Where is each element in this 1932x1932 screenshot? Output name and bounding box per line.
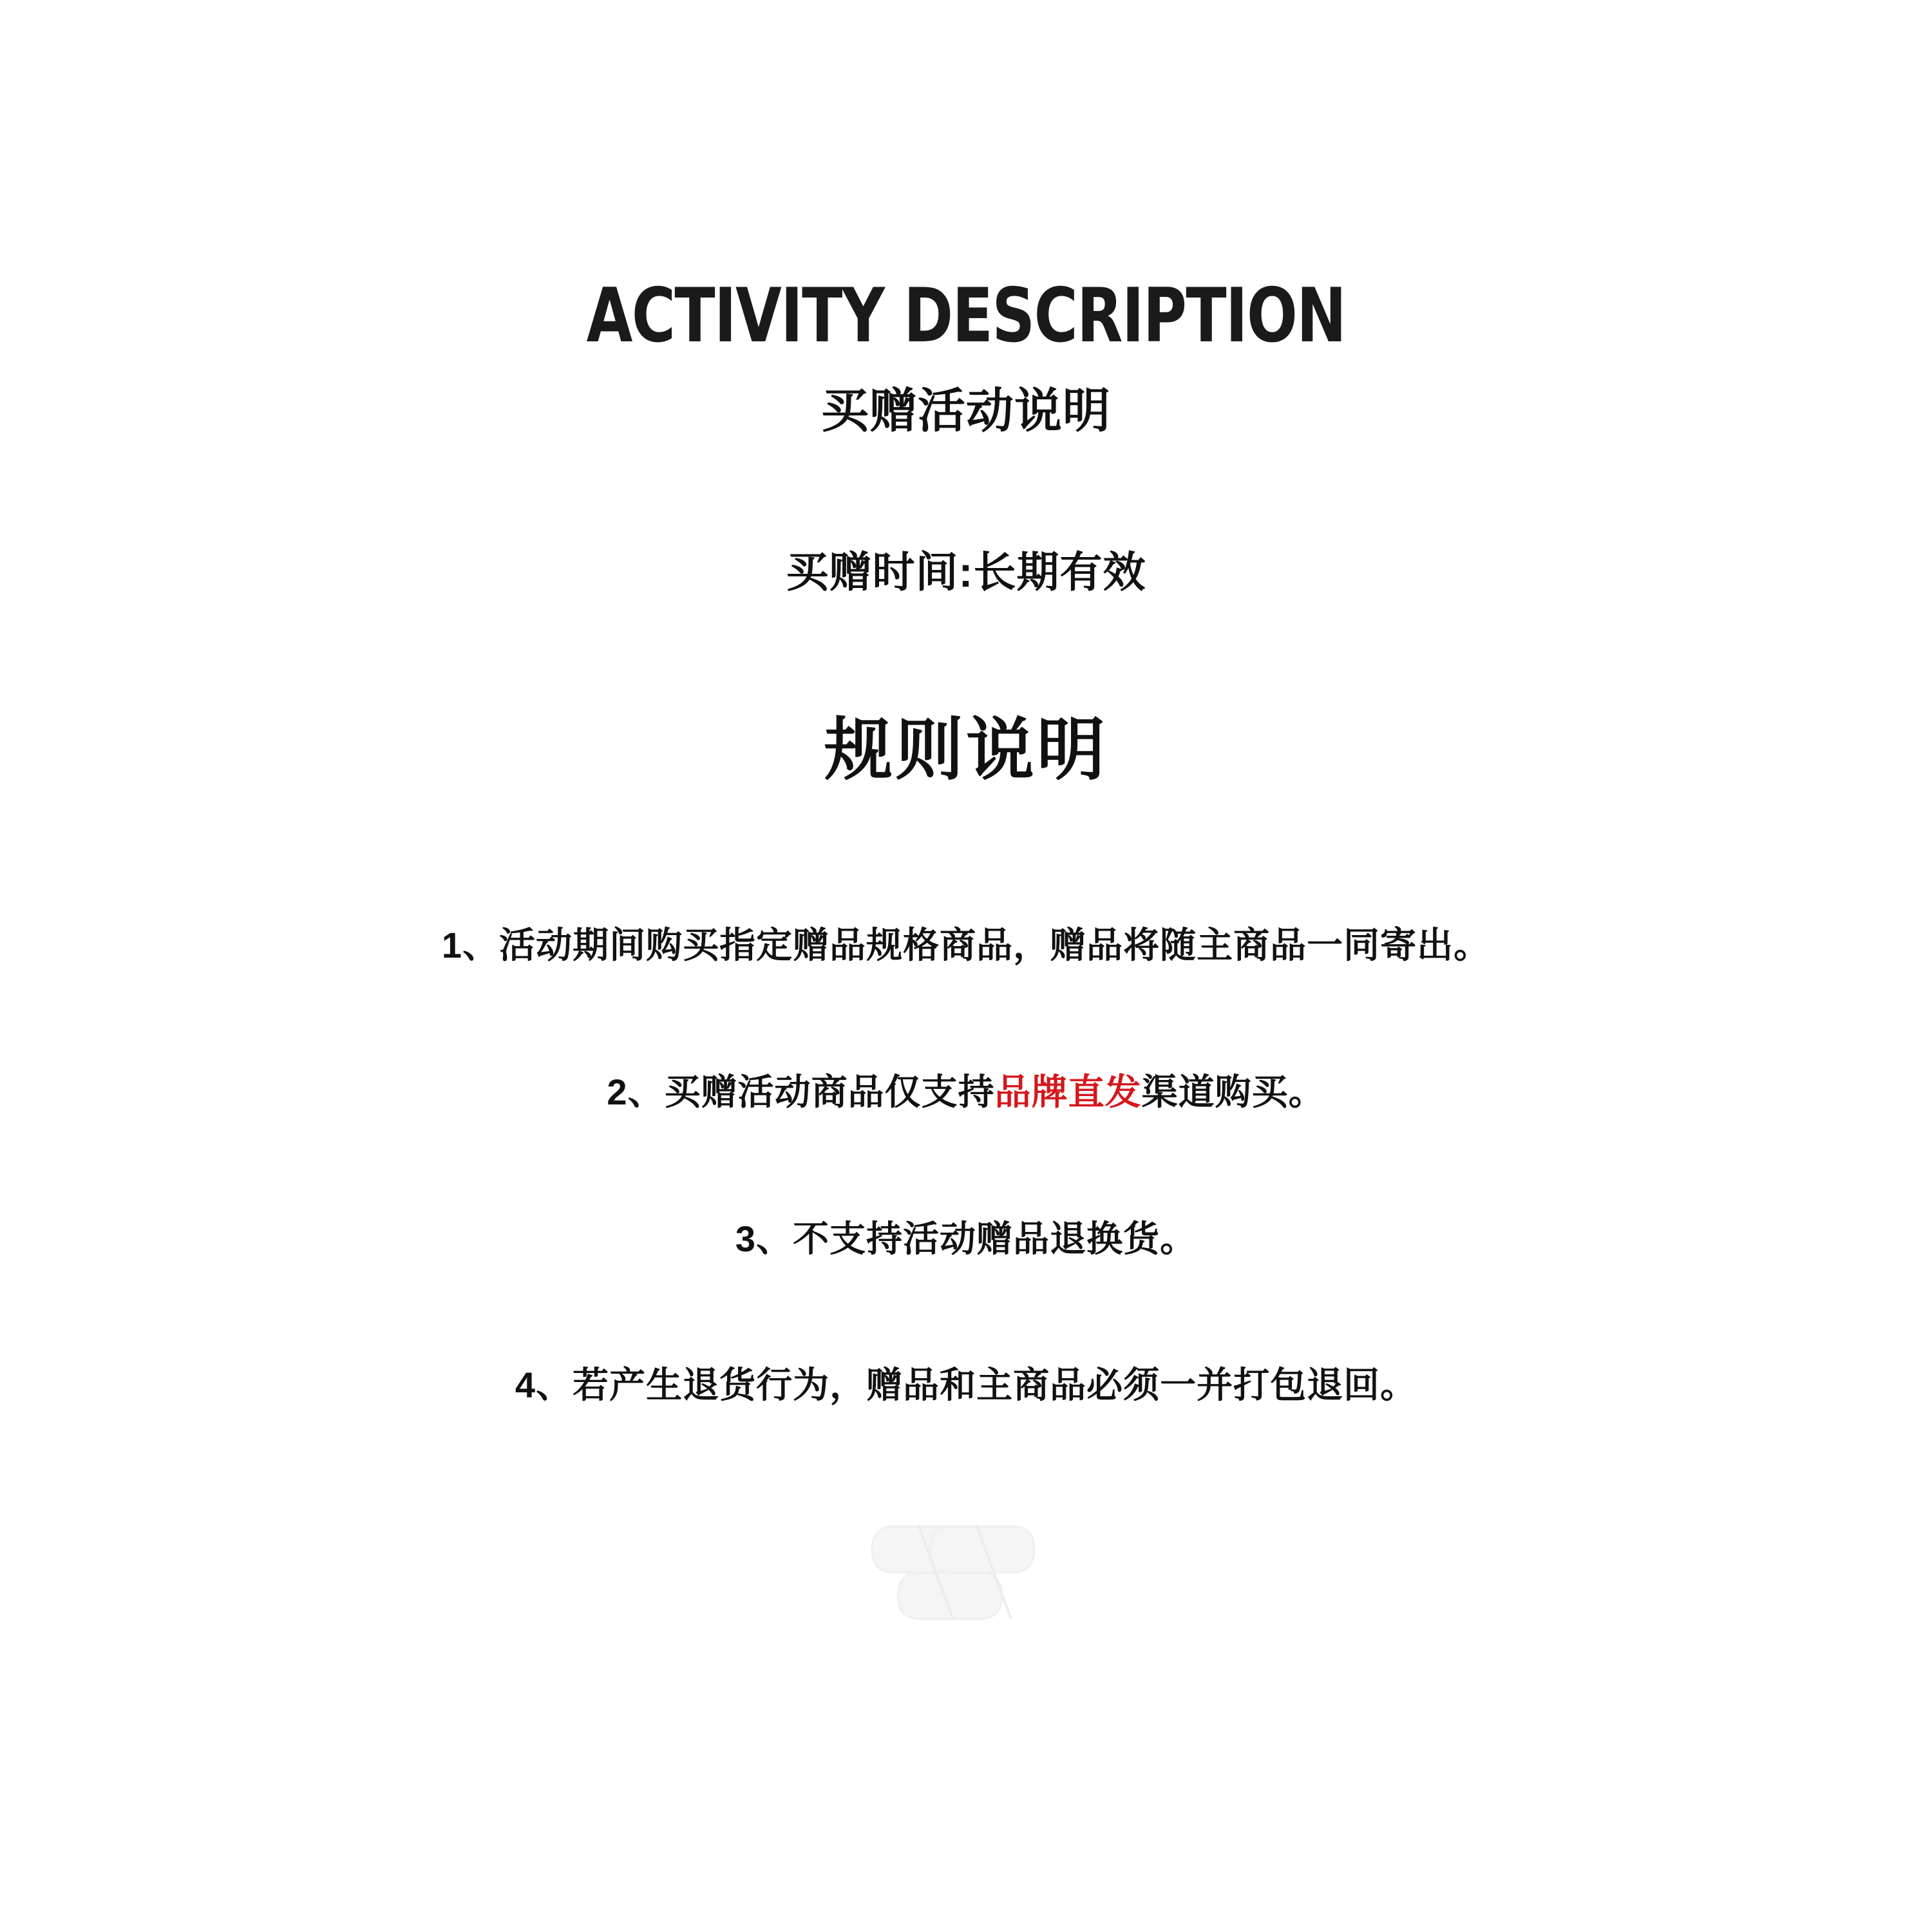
rule-text: 4、若产生退货行为，赠品和主商品必须一并打包退回。: [515, 1365, 1417, 1406]
list-item: [0, 922, 1932, 969]
rule-text-tail: 渠道购买。: [1141, 1071, 1325, 1112]
list-item: [0, 1216, 1932, 1263]
list-item: [0, 1362, 1932, 1409]
rules-list: [0, 922, 1932, 1409]
rules-section-title: 规则说明: [824, 712, 1108, 788]
rule-text: 3、不支持活动赠品退换货。: [735, 1218, 1197, 1259]
list-item: [0, 1069, 1932, 1116]
page-title-cn: 买赠活动说明: [821, 383, 1111, 437]
rule-text: 1、活动期间购买指定赠品规格商品，赠品将随主商品一同寄出。: [441, 924, 1491, 965]
brand-logo-watermark-icon: [857, 1488, 1075, 1655]
rule-highlight: 品牌直发: [994, 1071, 1142, 1112]
activity-time-label: 买赠时间:长期有效: [786, 547, 1146, 596]
page-title-en: ACTIVITY DESCRIPTION: [586, 272, 1346, 359]
rule-text: 2、买赠活动商品仅支持: [607, 1071, 995, 1112]
